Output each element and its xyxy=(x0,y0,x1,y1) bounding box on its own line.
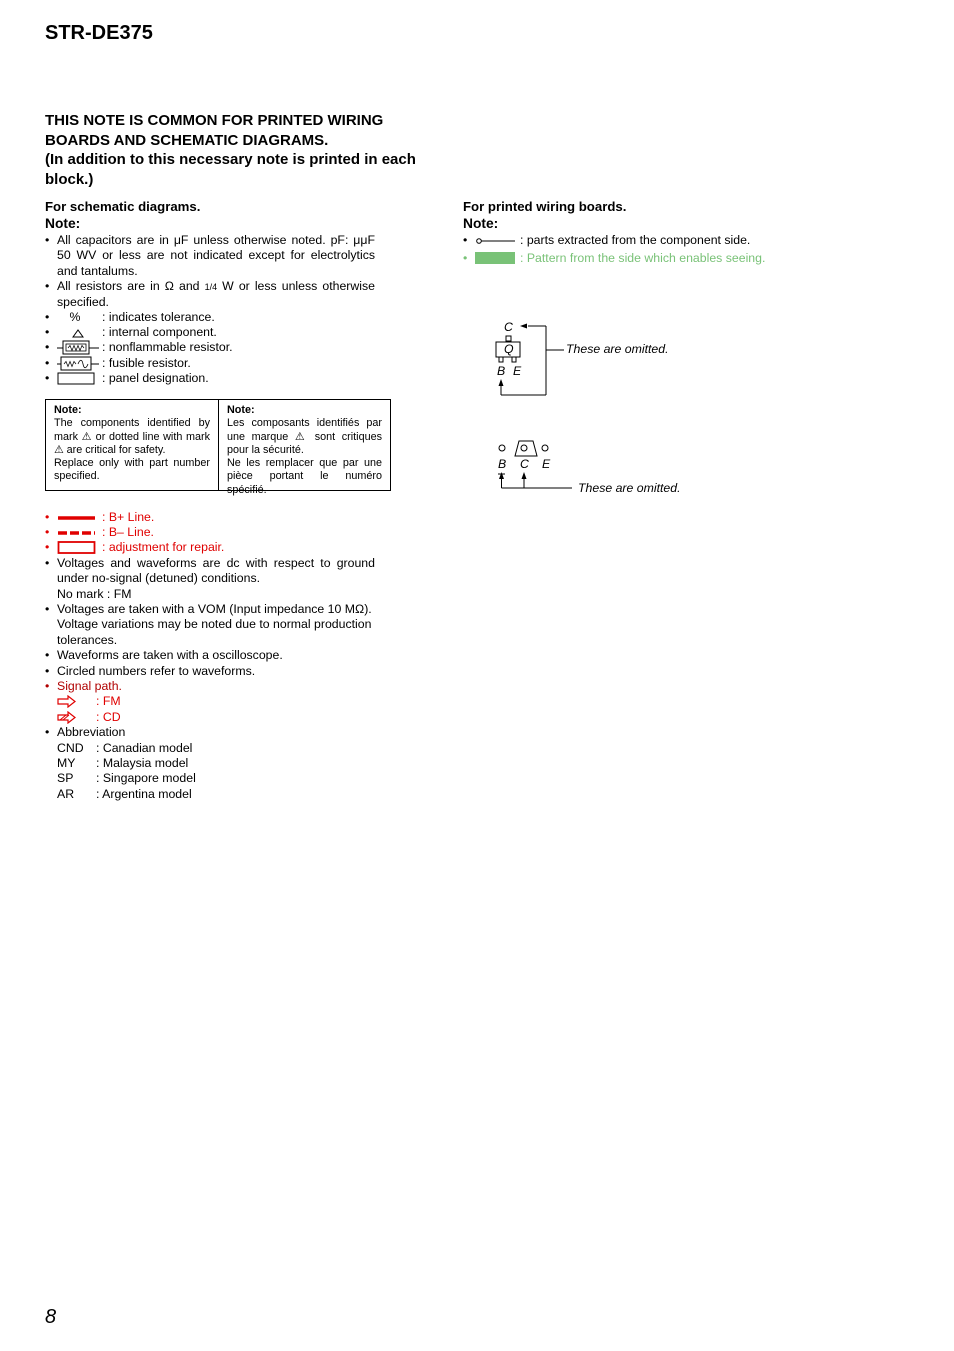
model-number: STR-DE375 xyxy=(45,22,153,44)
b-minus-text: : B– Line. xyxy=(102,525,154,539)
safety-note-french xyxy=(218,400,390,496)
collector-label: C xyxy=(504,320,513,334)
abbreviation-code: CND xyxy=(57,741,84,755)
panel-designation-icon xyxy=(57,371,99,386)
resistor-text xyxy=(57,279,375,311)
signal-cd-text: : CD xyxy=(96,710,121,724)
parts-extracted-note xyxy=(463,233,803,248)
q-label: Q xyxy=(504,342,514,356)
internal-text: : internal component. xyxy=(102,325,217,339)
b-minus-line-icon xyxy=(57,525,99,540)
omitted-label: These are omitted. xyxy=(578,481,681,495)
adjustment-box-icon xyxy=(57,540,99,555)
english-note-label: Note: xyxy=(54,404,82,416)
nonflammable-text: : nonflammable resistor. xyxy=(102,340,233,354)
tolerance-note xyxy=(45,310,375,325)
resistor-text-b: W or less unless otherwise specified. xyxy=(57,279,375,310)
pattern-swatch xyxy=(475,252,515,264)
page-number: 8 xyxy=(45,1306,57,1328)
panel-text: : panel designation. xyxy=(102,371,209,385)
bullet: • xyxy=(45,648,50,662)
resistor-note xyxy=(45,279,375,310)
bullet: • xyxy=(45,510,50,524)
bullet: • xyxy=(463,233,468,247)
fusible-text: : fusible resistor. xyxy=(102,356,191,370)
adjustment-note xyxy=(45,540,375,555)
pwb-note-label: Note: xyxy=(463,216,499,231)
percent-symbol: % xyxy=(69,310,81,324)
safety-note-box xyxy=(45,399,391,496)
bullet: • xyxy=(45,356,50,370)
b-minus-line-note xyxy=(45,525,375,540)
panel-note xyxy=(45,371,375,386)
bullet: • xyxy=(45,664,50,678)
adjustment-text: : adjustment for repair. xyxy=(102,540,225,554)
heading-line: (In addition to this necessary note is printed in each xyxy=(45,151,416,168)
emitter-label: E xyxy=(542,457,551,471)
extracted-part-icon xyxy=(475,235,517,247)
french-note-text: Les composants identifiés par une marque ⚠ sont critiques pour la sécurité. xyxy=(227,417,382,456)
voltages-note xyxy=(45,556,375,587)
pwb-title: For printed wiring boards. xyxy=(463,199,627,214)
transistor-diagram-2 xyxy=(490,436,700,498)
bullet: • xyxy=(45,679,50,693)
circled-numbers-note xyxy=(45,664,375,679)
parts-extracted-text: : parts extracted from the component side. xyxy=(520,233,751,247)
fusible-note xyxy=(45,356,375,371)
abbreviation-note xyxy=(45,725,375,740)
capacitor-text: All capacitors are in μF unless otherwise noted. pF: μμF 50 WV or less are not indicated except for electrolytics and tantalums. xyxy=(57,233,375,278)
schematic-note-label: Note: xyxy=(45,216,81,231)
resistor-fraction: 1/4 xyxy=(204,282,218,292)
omitted-label: These are omitted. xyxy=(566,342,669,356)
bullet: • xyxy=(463,251,468,265)
capacitor-note xyxy=(45,233,375,279)
internal-component-note xyxy=(45,325,375,340)
bullet: • xyxy=(45,279,50,293)
english-note-text-2: Replace only with part number specified. xyxy=(54,457,210,483)
pattern-note xyxy=(463,251,803,266)
fusible-resistor-icon xyxy=(57,356,99,371)
bullet: • xyxy=(45,602,50,616)
b-plus-line-icon xyxy=(57,510,99,525)
bullet: • xyxy=(45,525,50,539)
transistor-diagram-1 xyxy=(480,315,700,400)
abbreviation-code: MY xyxy=(57,756,76,770)
bullet: • xyxy=(45,340,50,354)
waveforms-text: Waveforms are taken with a oscilloscope. xyxy=(57,648,283,662)
abbreviation-code: SP xyxy=(57,771,74,785)
pattern-text: : Pattern from the side which enables seeing. xyxy=(520,251,766,265)
base-label: B xyxy=(497,364,506,378)
abbreviation-text: Abbreviation xyxy=(57,725,126,739)
signal-cd-row xyxy=(57,710,177,725)
abbreviation-code: AR xyxy=(57,787,75,801)
resistor-text-a: All resistors are in Ω and xyxy=(57,279,205,293)
collector-label: C xyxy=(520,457,529,471)
heading-line: BOARDS AND SCHEMATIC DIAGRAMS. xyxy=(45,131,329,149)
safety-note-english xyxy=(46,400,218,490)
french-note-label: Note: xyxy=(227,404,255,416)
pwb-section-header xyxy=(463,198,626,233)
vom-note xyxy=(45,602,375,648)
tolerance-text: : indicates tolerance. xyxy=(102,310,215,324)
waveforms-note xyxy=(45,648,375,663)
abbreviation-desc: : Canadian model xyxy=(96,741,193,755)
bullet: • xyxy=(45,371,50,385)
circled-text: Circled numbers refer to waveforms. xyxy=(57,664,256,678)
bullet: • xyxy=(45,233,50,247)
abbreviation-desc: : Argentina model xyxy=(96,787,192,801)
voltages-text: Voltages and waveforms are dc with respect to ground under no-signal (detuned) conditions. xyxy=(57,556,375,586)
bullet: • xyxy=(45,325,50,339)
schematic-title: For schematic diagrams. xyxy=(45,199,201,214)
transistor-outline-drawing xyxy=(480,315,700,400)
abbreviation-desc: : Malaysia model xyxy=(96,756,189,770)
nonflammable-resistor-icon xyxy=(57,340,99,355)
bullet: • xyxy=(45,725,50,739)
no-mark-text: No mark : FM xyxy=(57,587,132,601)
schematic-section-header xyxy=(45,198,200,233)
abbreviation-desc: : Singapore model xyxy=(96,771,196,785)
b-plus-line-note xyxy=(45,510,375,525)
internal-triangle-icon xyxy=(57,325,99,340)
heading-line: THIS NOTE IS COMMON FOR PRINTED WIRING xyxy=(45,112,384,129)
base-label: B xyxy=(498,457,507,471)
common-note-heading xyxy=(45,111,465,189)
signal-fm-text: : FM xyxy=(96,694,121,708)
vom-text: Voltages are taken with a VOM (Input impedance 10 MΩ). Voltage variations may be noted due to normal production tolerances. xyxy=(57,602,372,647)
bullet: • xyxy=(45,540,50,554)
signal-fm-row xyxy=(57,694,177,709)
bullet: • xyxy=(45,310,50,324)
french-note-text-2: Ne les remplacer que par une pièce portant le numéro spécifié. xyxy=(227,457,382,496)
emitter-label: E xyxy=(513,364,522,378)
signal-path-text: Signal path. xyxy=(57,679,122,693)
heading-line: block.) xyxy=(45,170,94,188)
b-plus-text: : B+ Line. xyxy=(102,510,155,524)
english-note-text: The components identified by mark ⚠ or dotted line with mark ⚠ are critical for safety. xyxy=(54,417,210,456)
cd-arrow-icon xyxy=(57,711,77,724)
fm-arrow-icon xyxy=(57,695,77,708)
nonflammable-note xyxy=(45,340,375,355)
signal-path-note xyxy=(45,679,375,694)
bullet: • xyxy=(45,556,50,570)
